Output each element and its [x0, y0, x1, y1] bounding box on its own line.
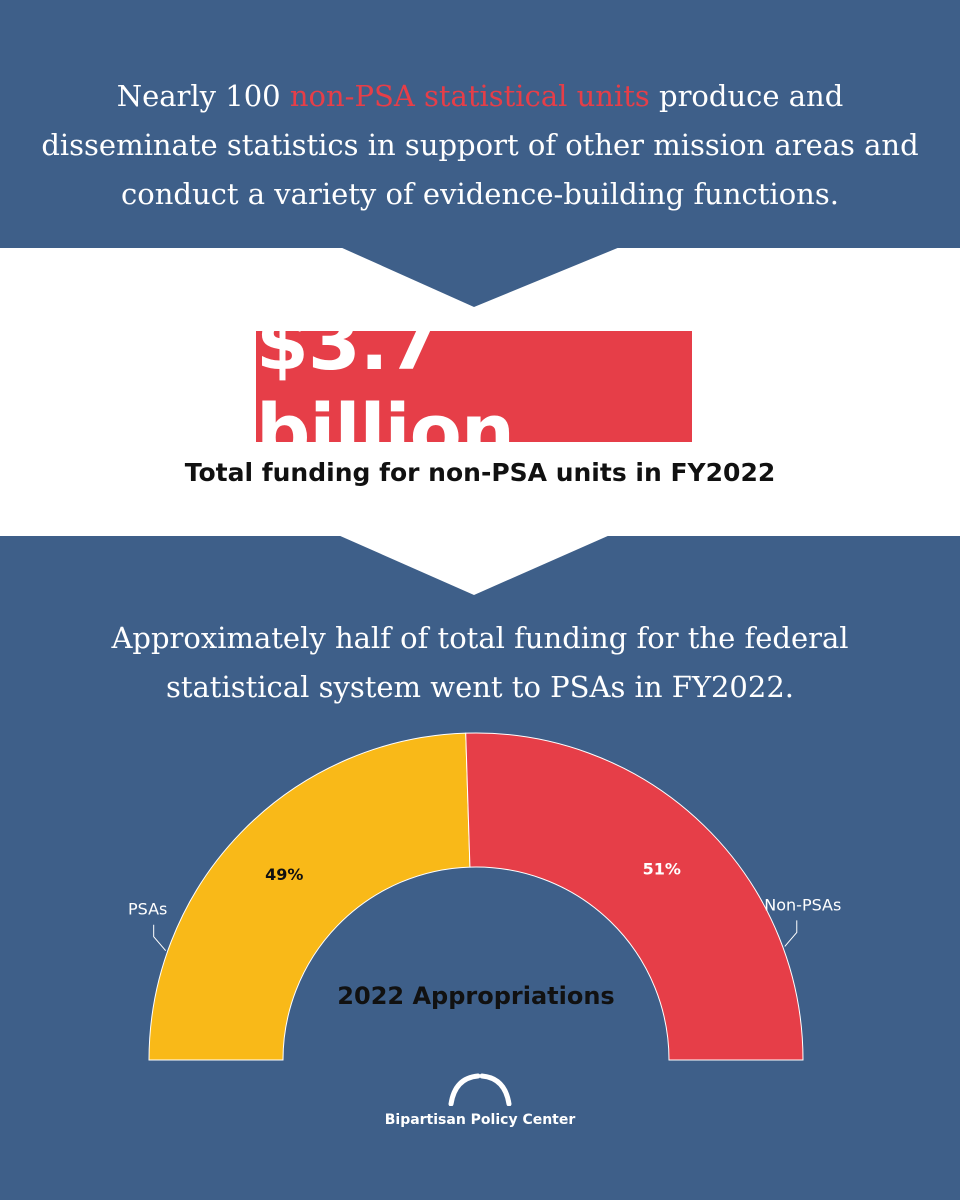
category-label-psas: PSAs — [128, 899, 168, 919]
intro-highlight: non-PSA statistical units — [289, 79, 650, 113]
big-number-box — [256, 297, 692, 476]
value-label-non-psas: 51% — [642, 859, 681, 879]
intro-prefix: Nearly 100 — [116, 79, 290, 113]
intro-suffix: produce and disseminate statistics in support of other mission areas and conduct a variety of evidence-building functions. — [41, 79, 919, 211]
value-label-psas: 49% — [265, 865, 304, 885]
callout-line-psas — [154, 925, 166, 951]
big-number: $3.7 billion — [256, 297, 514, 476]
org-name: Bipartisan Policy Center — [384, 1112, 576, 1128]
arc-psas — [149, 733, 470, 1060]
down-arrow-bottom — [0, 535, 960, 597]
intro-text — [40, 72, 920, 219]
funding-caption: Total funding for non-PSA units in FY2022 — [184, 458, 776, 487]
appropriations-chart — [0, 720, 960, 1080]
category-label-non-psas: Non-PSAs — [764, 895, 842, 915]
callout-line-non-psas — [785, 920, 797, 946]
logo — [0, 1072, 960, 1128]
summary-text: Approximately half of total funding for the federal statistical system went to PSAs in FY2022. — [111, 621, 849, 704]
chart-center-label: 2022 Appropriations — [337, 982, 615, 1010]
arch-bridge-icon — [445, 1072, 515, 1106]
arc-non-psas — [466, 733, 803, 1060]
